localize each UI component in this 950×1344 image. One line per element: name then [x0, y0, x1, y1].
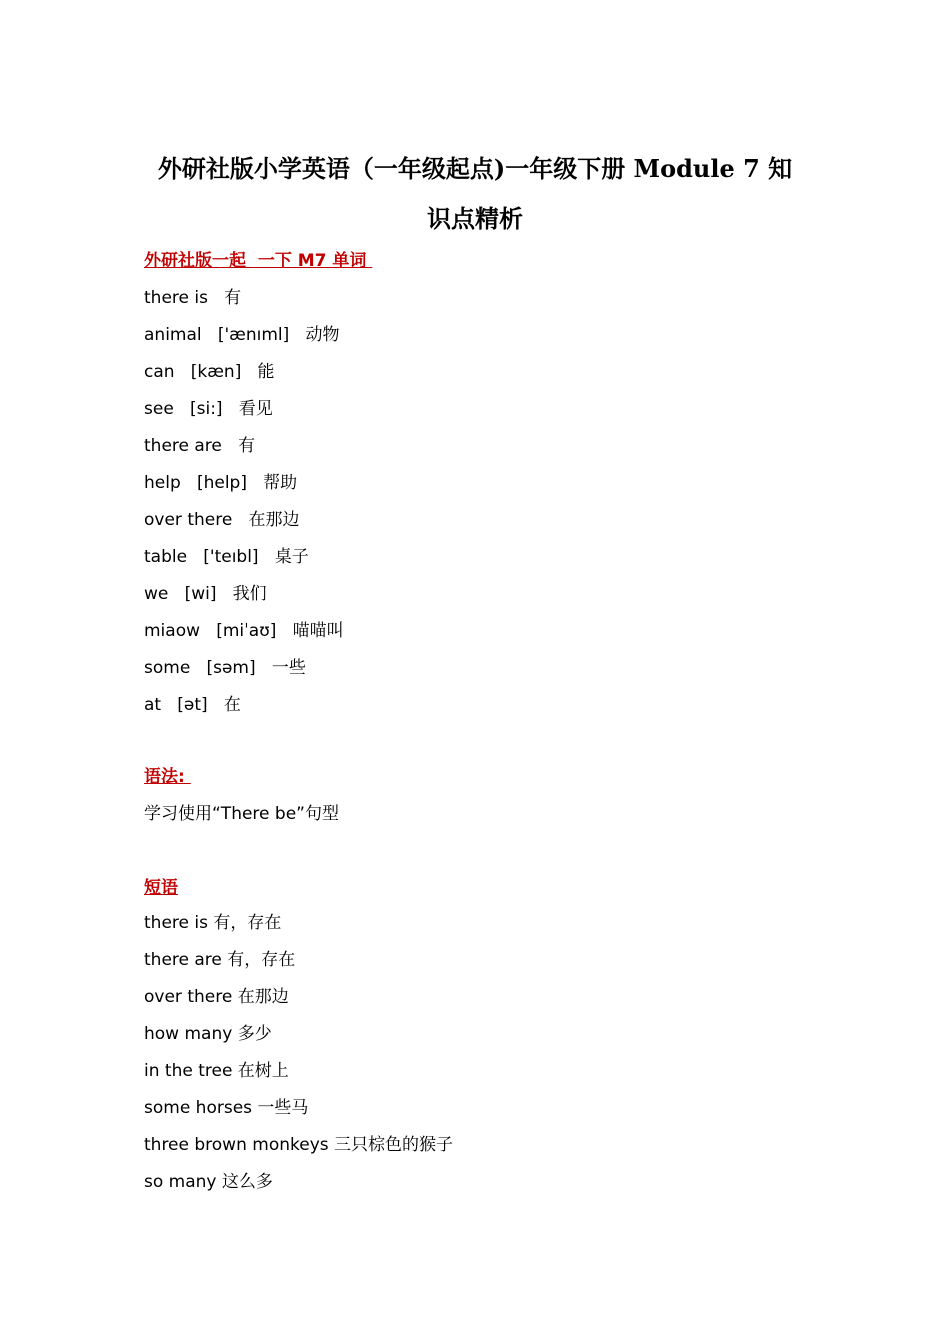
vocab-item: see [si:] 看见 [144, 399, 273, 419]
phrases-heading: 短语 [144, 878, 178, 898]
phrase-item: so many 这么多 [144, 1172, 273, 1192]
phrase-item: there are 有，存在 [144, 950, 296, 970]
grammar-text: 学习使用“There be”句型 [144, 804, 339, 824]
vocab-item: we [wi] 我们 [144, 584, 267, 604]
vocab-item: animal ['ænıml] 动物 [144, 325, 340, 345]
vocab-item: over there 在那边 [144, 510, 300, 530]
vocab-item: there is 有 [144, 288, 242, 308]
phrase-item: how many 多少 [144, 1024, 272, 1044]
phrase-item: three brown monkeys 三只棕色的猴子 [144, 1135, 454, 1155]
vocab-item: some [səm] 一些 [144, 658, 306, 678]
vocabulary-heading: 外研社版一起 一下 M7 单词 [144, 251, 373, 271]
phrase-item: in the tree 在树上 [144, 1061, 289, 1081]
phrase-item: some horses 一些马 [144, 1098, 309, 1118]
vocab-item: help [help] 帮助 [144, 473, 298, 493]
grammar-heading: 语法: [144, 767, 191, 787]
document-title-line-2: 识点精析 [427, 204, 523, 233]
vocab-item: miaow [miˈaʊ] 喵喵叫 [144, 621, 344, 641]
phrase-item: there is 有，存在 [144, 913, 282, 933]
vocab-item: at [ət] 在 [144, 695, 241, 715]
document-title-line-1: 外研社版小学英语（一年级起点)一年级下册 Module 7 知 [157, 154, 793, 183]
phrase-item: over there 在那边 [144, 987, 289, 1007]
vocab-item: table ['teıbl] 桌子 [144, 547, 309, 567]
vocab-item: can [kæn] 能 [144, 362, 275, 382]
vocab-item: there are 有 [144, 436, 256, 456]
